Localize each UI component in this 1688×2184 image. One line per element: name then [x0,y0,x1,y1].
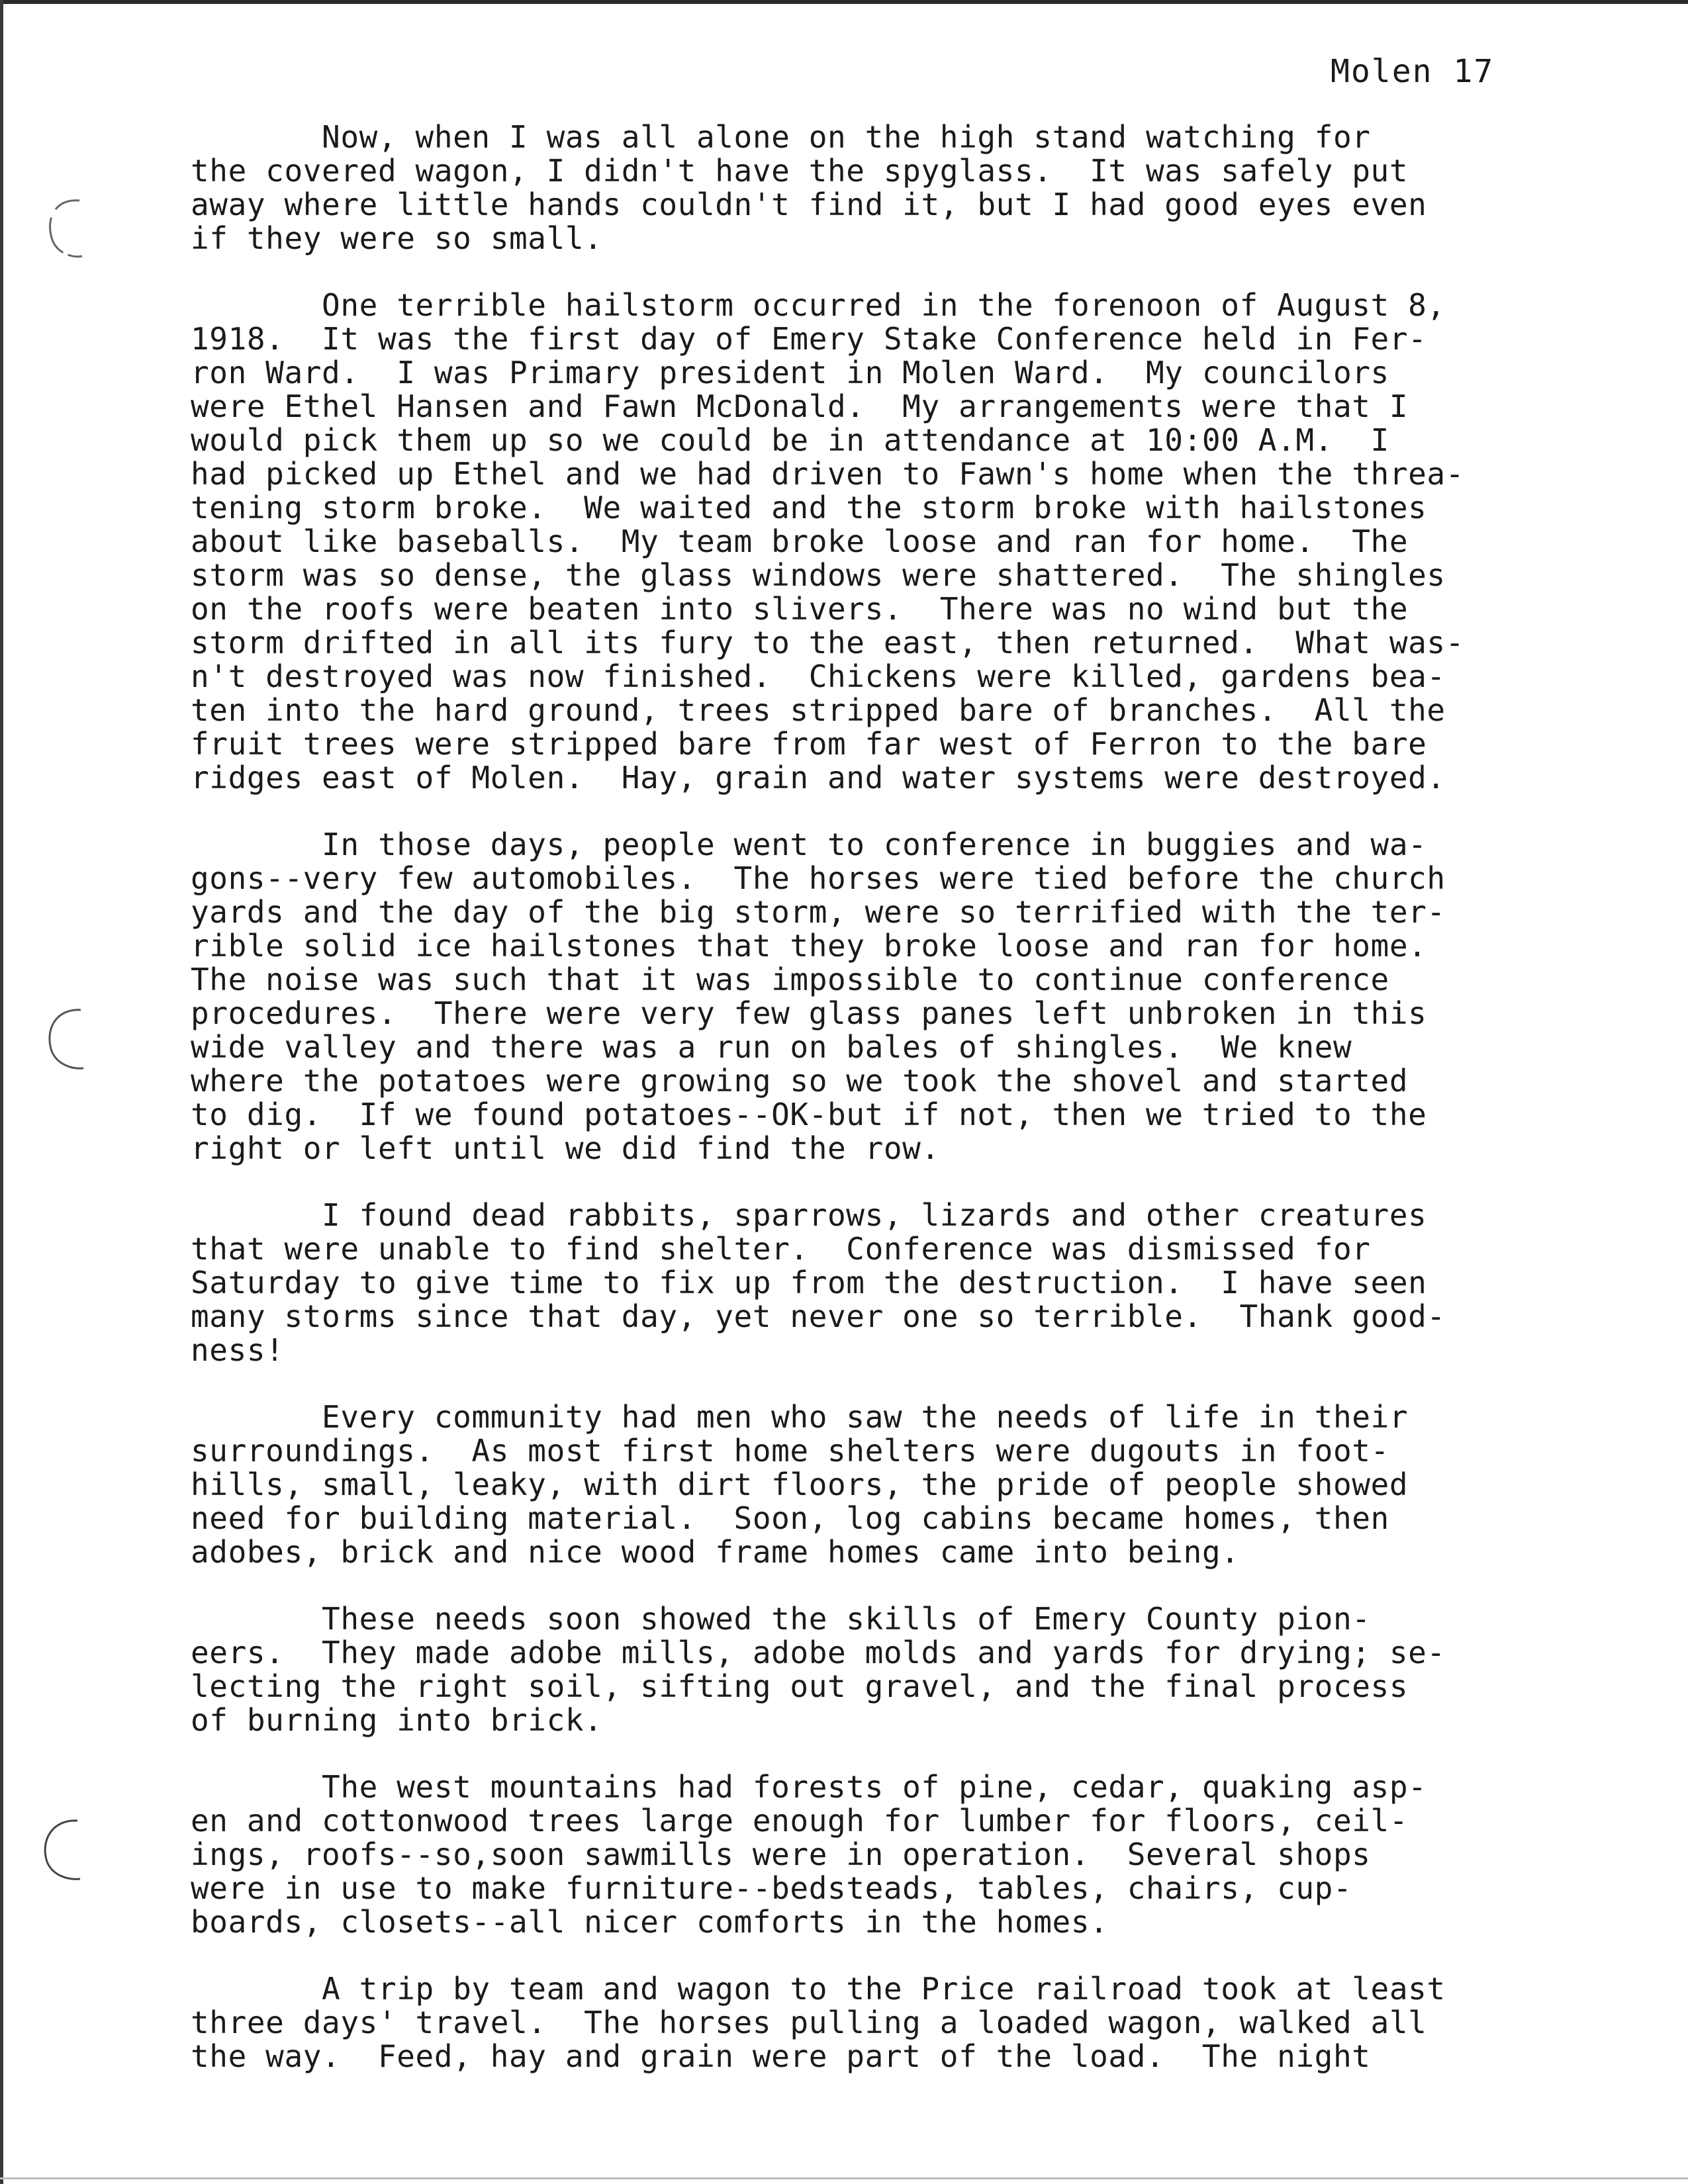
text-line: that were unable to find shelter. Conference was dismissed for [191,1232,1371,1266]
paragraph [191,120,1534,255]
text-line: ten into the hard ground, trees stripped bare of branches. All the [191,694,1446,727]
text-line: 1918. It was the first day of Emery Stake Conference held in Fer- [191,322,1427,356]
paragraph [191,1770,1534,1939]
text-line: The west mountains had forests of pine, cedar, quaking asp- [191,1770,1427,1804]
text-line: had picked up Ethel and we had driven to Fawn's home when the threa- [191,457,1465,491]
text-line: away where little hands couldn't find it, but I had good eyes even [191,188,1427,222]
text-line: A trip by team and wagon to the Price railroad took at least [191,1972,1446,2006]
text-line: The noise was such that it was impossible to continue conference [191,963,1389,997]
page-number-header: Molen 17 [1331,53,1495,90]
text-line: These needs soon showed the skills of Emery County pion- [191,1602,1371,1636]
text-line: Saturday to give time to fix up from the destruction. I have seen [191,1266,1427,1300]
text-line: wide valley and there was a run on bales of shingles. We knew [191,1030,1352,1064]
text-line: where the potatoes were growing so we took the shovel and started [191,1064,1409,1098]
paragraph [191,289,1534,795]
text-line: hills, small, leaky, with dirt floors, the pride of people showed [191,1468,1409,1502]
text-line: One terrible hailstorm occurred in the forenoon of August 8, [191,289,1446,322]
text-line: three days' travel. The horses pulling a loaded wagon, walked all [191,2006,1427,2040]
text-line: on the roofs were beaten into slivers. There was no wind but the [191,592,1409,626]
document-body [191,120,1534,2107]
paragraph [191,1602,1534,1737]
text-line: were Ethel Hansen and Fawn McDonald. My arrangements were that I [191,390,1409,424]
text-line: would pick them up so we could be in attendance at 10:00 A.M. I [191,424,1389,457]
text-line: gons--very few automobiles. The horses were tied before the church [191,862,1446,895]
page-left-edge [0,0,3,2184]
text-line: the way. Feed, hay and grain were part of the load. The night [191,2040,1371,2073]
text-line: need for building material. Soon, log cabins became homes, then [191,1502,1389,1535]
page-top-edge [0,0,1688,4]
text-line: to dig. If we found potatoes--OK-but if not, then we tried to the [191,1098,1427,1132]
text-line: procedures. There were very few glass panes left unbroken in this [191,997,1427,1030]
text-line: ings, roofs--so,soon sawmills were in operation. Several shops [191,1838,1371,1872]
text-line: fruit trees were stripped bare from far west of Ferron to the bare [191,727,1427,761]
text-line: ridges east of Molen. Hay, grain and water systems were destroyed. [191,761,1446,795]
text-line: lecting the right soil, sifting out gravel, and the final process [191,1670,1409,1704]
paragraph [191,1972,1534,2073]
text-line: rible solid ice hailstones that they broke loose and ran for home. [191,929,1427,963]
text-line: ron Ward. I was Primary president in Molen Ward. My councilors [191,356,1389,390]
text-line: ness! [191,1334,285,1367]
punch-hole-icon [40,195,93,261]
text-line: about like baseballs. My team broke loose and ran for home. The [191,525,1409,559]
text-line: I found dead rabbits, sparrows, lizards and other creatures [191,1199,1427,1232]
text-line: storm drifted in all its fury to the east, then returned. What was- [191,626,1465,660]
punch-hole-icon [40,1006,93,1072]
text-line: Every community had men who saw the needs of life in their [191,1400,1409,1434]
text-line: of burning into brick. [191,1704,603,1737]
text-line: en and cottonwood trees large enough for lumber for floors, ceil- [191,1804,1409,1838]
paragraph [191,1199,1534,1367]
text-line: storm was so dense, the glass windows were shattered. The shingles [191,559,1446,592]
text-line: yards and the day of the big storm, were so terrified with the ter- [191,895,1446,929]
text-line: Now, when I was all alone on the high stand watching for [191,120,1371,154]
text-line: boards, closets--all nicer comforts in the homes. [191,1905,1109,1939]
text-line: many storms since that day, yet never one so terrible. Thank good- [191,1300,1446,1334]
text-line: were in use to make furniture--bedsteads, tables, chairs, cup- [191,1872,1352,1905]
text-line: In those days, people went to conference in buggies and wa- [191,828,1427,862]
paragraph [191,1400,1534,1569]
text-line: eers. They made adobe mills, adobe molds and yards for drying; se- [191,1636,1446,1670]
text-line: n't destroyed was now finished. Chickens were killed, gardens bea- [191,660,1446,694]
text-line: if they were so small. [191,222,603,255]
punch-hole-icon [36,1817,89,1883]
text-line: surroundings. As most first home shelters were dugouts in foot- [191,1434,1389,1468]
text-line: tening storm broke. We waited and the storm broke with hailstones [191,491,1427,525]
text-line: the covered wagon, I didn't have the spyglass. It was safely put [191,154,1409,188]
paragraph [191,828,1534,1165]
page-bottom-edge [0,2177,1688,2179]
text-line: adobes, brick and nice wood frame homes came into being. [191,1535,1240,1569]
text-line: right or left until we did find the row. [191,1132,940,1165]
